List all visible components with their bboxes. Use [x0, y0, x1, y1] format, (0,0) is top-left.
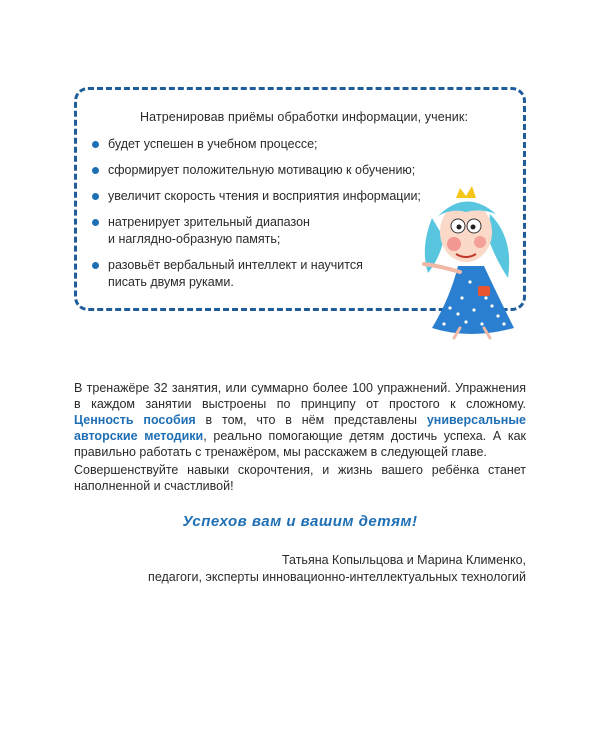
highlight-methods: универсальные авторские методики: [74, 413, 526, 443]
list-item-text: натренирует зрительный диапазон и наглядно-образную память;: [108, 215, 310, 246]
paragraph-text: , реально помогающие детям достичь успеха. А как правильно работать с тренажёром, мы расскажем в следующей главе.: [74, 429, 526, 459]
bullet-dot-icon: [92, 193, 99, 200]
bullet-dot-icon: [92, 141, 99, 148]
list-item-text: увеличит скорость чтения и восприятия информации;: [108, 189, 421, 203]
encouragement-paragraph: Совершенствуйте навыки скорочтения, и жизнь вашего ребёнка станет наполненной и счастливой!: [74, 463, 526, 493]
author-names: Татьяна Копыльцова и Марина Клименко,: [281, 553, 526, 567]
bullet-dot-icon: [92, 219, 99, 226]
highlight-value: Ценность пособия: [74, 413, 196, 427]
frame-intro: Натренировав приёмы обработки информации, ученик:: [140, 110, 469, 124]
bullet-dot-icon: [92, 262, 99, 269]
author-role: педагоги, эксперты инновационно-интеллектуальных технологий: [148, 570, 526, 584]
authors-block: [148, 552, 526, 586]
list-item-text: разовьёт вербальный интеллект и научится писать двумя руками.: [108, 258, 363, 289]
paragraph-text: в том, что в нём представлены: [195, 413, 427, 427]
list-item-text: сформирует положительную мотивацию к обучению;: [108, 163, 416, 177]
bullet-dot-icon: [92, 167, 99, 174]
list-item-text: будет успешен в учебном процессе;: [108, 137, 318, 151]
princess-illustration: [410, 178, 522, 340]
paragraph-text: В тренажёре 32 занятия, или суммарно более 100 упражнений. Упражнения в каждом занятии выстроены по принципу от простого к сложному.: [74, 381, 526, 411]
list-item: [92, 136, 492, 153]
list-item: [92, 162, 492, 179]
wish-heading: Успехов вам и вашим детям!: [182, 513, 418, 530]
intro-paragraph: [74, 380, 526, 460]
